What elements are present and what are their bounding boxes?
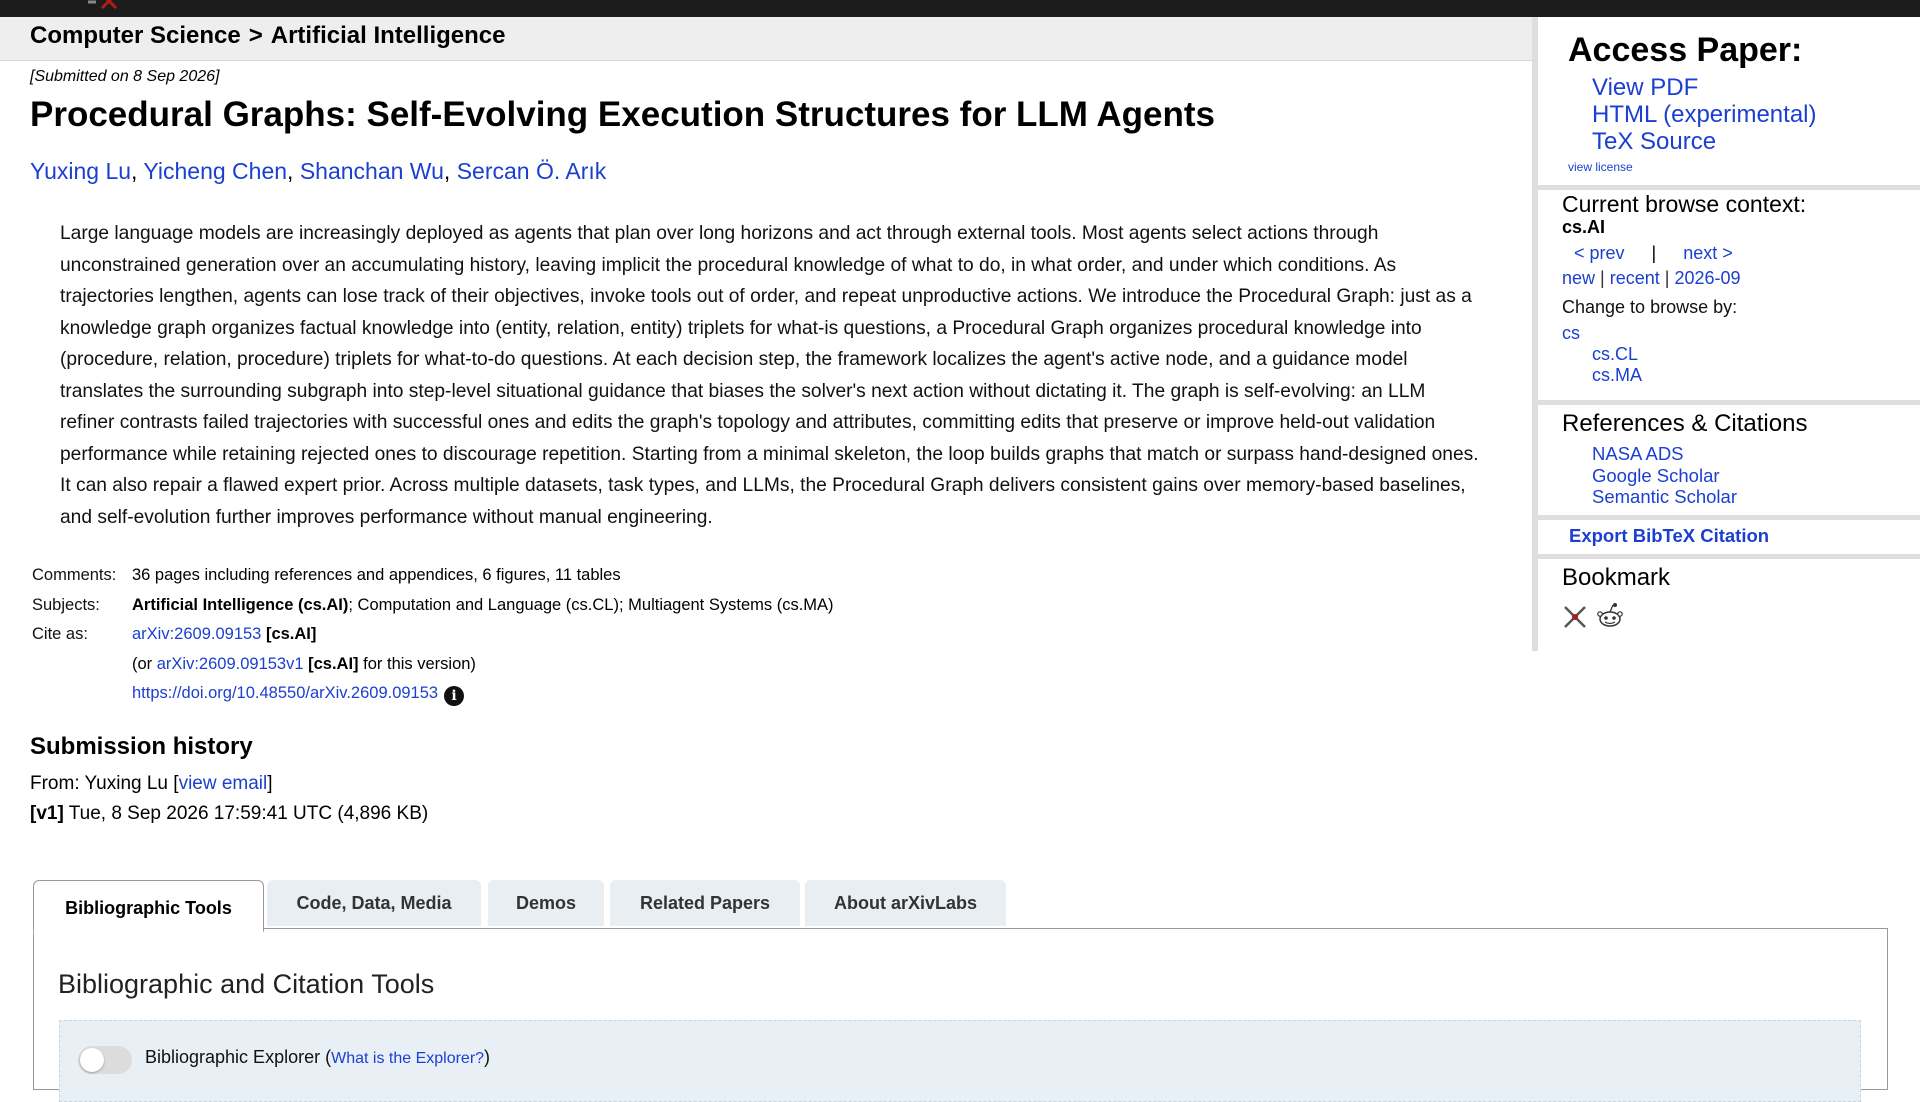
recent-link[interactable]: recent xyxy=(1609,268,1660,288)
sidebar xyxy=(1532,17,1920,651)
tab-panel xyxy=(33,928,1888,1090)
cite-value xyxy=(130,625,834,655)
browse-links: new | recent | 2026-09 xyxy=(1562,268,1741,288)
panel-heading: Bibliographic and Citation Tools xyxy=(58,969,435,999)
bookmark-icons xyxy=(1562,602,1628,630)
divider xyxy=(1538,515,1920,520)
explorer-label: Bibliographic Explorer (What is the Explorer?) xyxy=(145,1047,491,1067)
nav-separator: | xyxy=(1651,243,1657,263)
arxiv-id-link[interactable]: arXiv:2609.09153 xyxy=(132,625,262,643)
toggle-knob xyxy=(80,1048,104,1072)
breadcrumb xyxy=(30,22,505,50)
explorer-box xyxy=(59,1020,1861,1102)
html-link[interactable]: HTML (experimental) xyxy=(1592,101,1817,128)
export-bibtex-link[interactable]: Export BibTeX Citation xyxy=(1569,525,1770,546)
subjects-row xyxy=(30,596,834,626)
author-separator: , xyxy=(443,158,457,184)
prev-link[interactable]: < prev xyxy=(1574,243,1625,263)
semantic-scholar-link[interactable]: Semantic Scholar xyxy=(1592,486,1737,507)
view-pdf-link[interactable]: View PDF xyxy=(1592,74,1699,101)
browse-cs-link[interactable]: cs xyxy=(1562,323,1580,343)
author-link[interactable]: Yicheng Chen xyxy=(143,158,288,184)
submission-history-heading: Submission history xyxy=(30,733,253,760)
comments-value: 36 pages including references and appendices, 6 figures, 11 tables xyxy=(132,566,621,584)
subjects-value xyxy=(130,596,834,626)
author-list xyxy=(30,158,606,185)
tab-code-data-media[interactable]: Code, Data, Media xyxy=(267,880,481,926)
browse-cs-cl-link[interactable]: cs.CL xyxy=(1592,344,1639,364)
view-email-link[interactable]: view email xyxy=(178,773,268,794)
access-paper-heading: Access Paper: xyxy=(1568,31,1803,69)
top-bar xyxy=(0,0,1920,17)
access-links xyxy=(1592,74,1817,155)
paper-title: Procedural Graphs: Self-Evolving Execution Structures for LLM Agents xyxy=(30,95,1216,134)
subjects-label: Subjects: xyxy=(32,595,100,614)
metadata-table xyxy=(30,566,834,714)
comments-label: Comments: xyxy=(32,566,117,584)
breadcrumb-category[interactable]: Computer Science xyxy=(30,22,241,49)
tab-about-arxivlabs[interactable]: About arXivLabs xyxy=(805,880,1006,926)
arxiv-logo-icon[interactable] xyxy=(86,0,126,10)
google-scholar-link[interactable]: Google Scholar xyxy=(1592,464,1720,486)
breadcrumb-separator: > xyxy=(248,22,263,49)
explorer-toggle[interactable] xyxy=(78,1046,132,1074)
references-links xyxy=(1592,443,1737,508)
author-link[interactable]: Sercan Ö. Arık xyxy=(456,158,607,184)
doi-value xyxy=(130,684,834,714)
doi-row xyxy=(30,684,834,714)
version-entry xyxy=(30,803,428,825)
tab-demos[interactable]: Demos xyxy=(488,880,604,926)
browse-context-heading: Current browse context: xyxy=(1562,191,1807,217)
cite-version-value: (or arXiv:2609.09153v1 [cs.AI] for this version) xyxy=(132,654,476,673)
cite-category: [cs.AI] xyxy=(265,625,317,643)
comments-row xyxy=(30,566,834,596)
browse-context-category: cs.AI xyxy=(1562,217,1606,237)
cite-version-row xyxy=(30,655,834,685)
next-link[interactable]: next > xyxy=(1683,243,1733,263)
abstract: Large language models are increasingly deployed as agents that plan over long horizons and act through external tools. Most agents select actions through unconstrained generation over an accumulating history, leaving implicit the procedural knowledge of what to do, in what order, and under which conditions. As trajectories lengthen, agents can lose track of their objectives, invoke tools out of order, and repeat unproductive actions. We introduce the Procedural Graph: just as a knowledge graph organizes factual knowledge into (entity, relation, entity) triplets for what-is questions, a Procedural Graph organizes procedural knowledge into (procedure, relation, procedure) triplets for what-to-do questions. At each decision step, the framework localizes the agent's active node, and a guidance model translates the surrounding subgraph into step-level situational guidance that biases the solver's next action without dictating it. The graph is self-evolving: an LLM refiner contrasts failed trajectories with successful ones and edits the graph's topology and attributes, committing edits that preserve or improve held-out validation performance while retaining rejected ones to discourage repetition. Starting from a minimal skeleton, the loop builds graphs that match or surpass hand-designed ones. It can also repair a flawed expert prior. Across multiple datasets, task types, and LLMs, the Procedural Graph delivers consistent gains over memory-based baselines, and self-evolution further improves performance without manual engineering. xyxy=(60,223,1479,528)
submission-date: [Submitted on 8 Sep 2026] xyxy=(30,68,220,85)
what-is-explorer-link[interactable]: What is the Explorer? xyxy=(331,1050,485,1067)
tab-related-papers[interactable]: Related Papers xyxy=(610,880,800,926)
tab-bibliographic-tools[interactable]: Bibliographic Tools xyxy=(33,880,264,932)
info-icon[interactable]: i xyxy=(444,686,464,706)
author-separator: , xyxy=(287,158,300,184)
author-link[interactable]: Shanchan Wu xyxy=(299,158,444,184)
reddit-icon[interactable] xyxy=(1596,602,1624,630)
cite-row xyxy=(30,625,834,655)
cite-label: Cite as: xyxy=(32,625,88,643)
view-license-link[interactable]: view license xyxy=(1568,160,1633,174)
breadcrumb-subcategory[interactable]: Artificial Intelligence xyxy=(270,22,506,49)
primary-subject: Artificial Intelligence (cs.AI) xyxy=(132,595,349,614)
submission-from: From: Yuxing Lu [view email] xyxy=(30,773,273,794)
tex-source-link[interactable]: TeX Source xyxy=(1592,128,1717,155)
author-separator: , xyxy=(131,158,144,184)
browse-cs-ma-link[interactable]: cs.MA xyxy=(1592,365,1643,385)
version-tag[interactable]: [v1] xyxy=(30,803,64,824)
secondary-subjects: ; Computation and Language (cs.CL); Multiagent Systems (cs.MA) xyxy=(348,595,834,614)
browse-nav xyxy=(1574,243,1733,264)
doi-link[interactable]: https://doi.org/10.48550/arXiv.2609.09153 xyxy=(132,684,439,702)
divider xyxy=(1538,554,1920,559)
version-details: Tue, 8 Sep 2026 17:59:41 UTC (4,896 KB) xyxy=(63,803,429,824)
nasa-ads-link[interactable]: NASA ADS xyxy=(1592,443,1684,464)
divider xyxy=(1538,400,1920,405)
divider xyxy=(1538,185,1920,190)
bibsonomy-icon[interactable] xyxy=(1562,604,1588,630)
breadcrumb-bar xyxy=(0,17,1535,61)
author-link[interactable]: Yuxing Lu xyxy=(30,158,132,184)
month-link[interactable]: 2026-09 xyxy=(1674,268,1741,288)
bookmark-heading: Bookmark xyxy=(1562,564,1671,591)
new-link[interactable]: new xyxy=(1562,268,1596,288)
references-heading: References & Citations xyxy=(1562,410,1808,437)
arxiv-version-link[interactable]: arXiv:2609.09153v1 xyxy=(156,654,304,673)
cite-version-category: [cs.AI] xyxy=(308,654,359,673)
change-browse-label: Change to browse by: xyxy=(1562,297,1738,317)
